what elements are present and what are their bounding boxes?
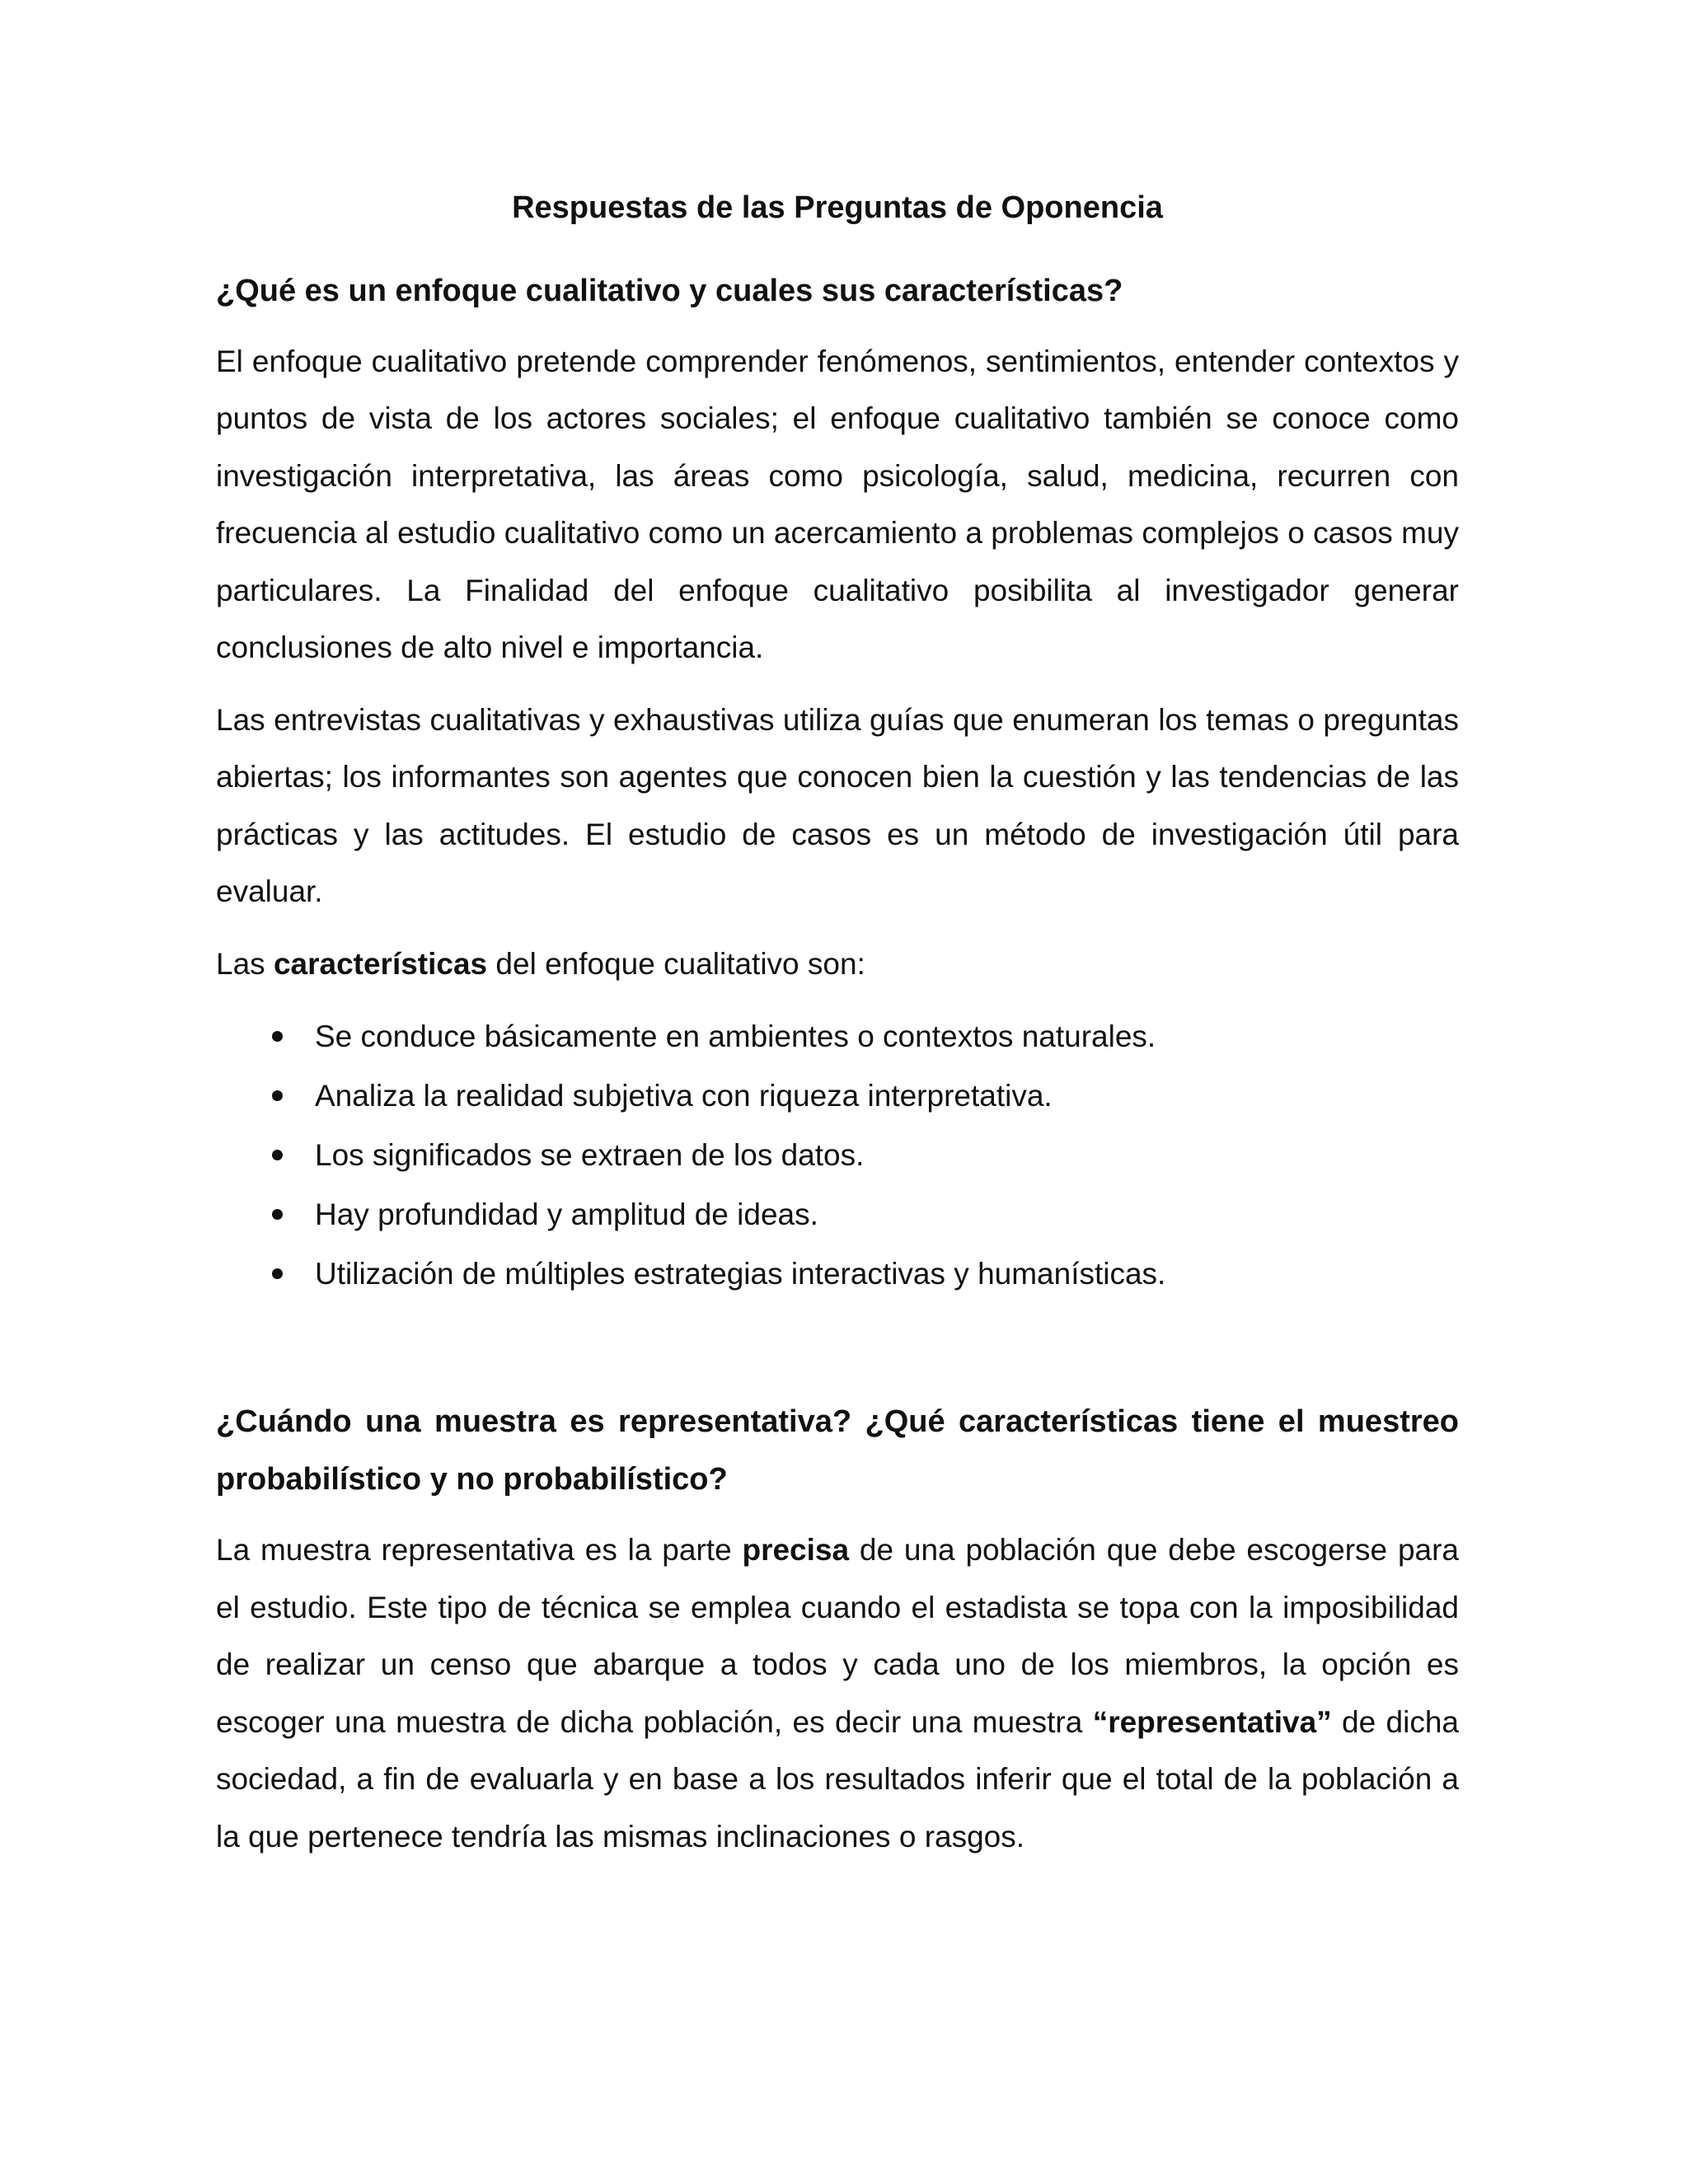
section-spacer xyxy=(216,1304,1459,1393)
sample-text-part2: de una población que debe escogerse para el estudio. Este tipo de técnica se emplea cuando el estadista se topa con la imposibilidad de realizar un censo que abarque a todos y cada uno de los miembros, la opción es escoger una muestra de dicha población, es decir una muestra xyxy=(216,1533,1459,1739)
list-item-text: Analiza la realidad subjetiva con riqueza interpretativa. xyxy=(315,1079,1053,1113)
characteristics-list xyxy=(216,1007,1459,1304)
bullet-icon xyxy=(272,1209,283,1220)
list-item xyxy=(216,1126,1459,1185)
characteristics-intro-before: Las xyxy=(216,946,274,981)
bullet-icon xyxy=(272,1090,283,1101)
characteristics-intro-bold: características xyxy=(273,946,488,981)
bullet-icon xyxy=(272,1150,283,1160)
sample-text-bold-representativa: “representativa” xyxy=(1092,1704,1332,1739)
list-item-text: Se conduce básicamente en ambientes o contextos naturales. xyxy=(315,1019,1156,1054)
sample-text-part1: La muestra representativa es la parte xyxy=(216,1533,743,1568)
sample-text-bold-precisa: precisa xyxy=(742,1533,850,1568)
document-title: Respuestas de las Preguntas de Oponencia xyxy=(512,190,1163,225)
characteristics-intro-after: del enfoque cualitativo son: xyxy=(487,946,865,981)
paragraph-characteristics-intro xyxy=(216,935,1459,993)
paragraph-representative-sample xyxy=(216,1521,1459,1865)
list-item-text: Hay profundidad y amplitud de ideas. xyxy=(315,1197,818,1232)
paragraph-qualitative-definition: El enfoque cualitativo pretende comprender fenómenos, sentimientos, entender contextos y puntos de vista de los actores sociales; el enfoque cualitativo también se conoce como investigación interpretativa, las áreas como psicología, salud, medicina, recurren con frecuencia al estudio cualitativo como un acercamiento a problemas complejos o casos muy particulares. La Finalidad del enfoque cualitativo posibilita al investigador generar conclusiones de alto nivel e importancia. xyxy=(216,344,1459,665)
list-item xyxy=(216,1185,1459,1244)
bullet-icon xyxy=(272,1268,283,1279)
list-item-text: Utilización de múltiples estrategias interactivas y humanísticas. xyxy=(315,1257,1166,1291)
document-page xyxy=(216,190,1459,1880)
list-item-text: Los significados se extraen de los datos. xyxy=(315,1138,865,1173)
question-representative-sample: ¿Cuándo una muestra es representativa? ¿Qué características tiene el muestreo probabilístico y no probabilístico? xyxy=(216,1404,1459,1497)
sample-text-part3: de dicha sociedad, a fin de evaluarla y en base a los resultados inferir que el total de la población a la que pertenece tendría las mismas inclinaciones o rasgos. xyxy=(216,1704,1460,1854)
bullet-icon xyxy=(272,1031,283,1042)
question-qualitative-approach: ¿Qué es un enfoque cualitativo y cuales sus características? xyxy=(216,273,1123,308)
list-item xyxy=(216,1244,1459,1304)
list-item xyxy=(216,1066,1459,1126)
paragraph-qualitative-interviews: Las entrevistas cualitativas y exhaustivas utiliza guías que enumeran los temas o preguntas abiertas; los informantes son agentes que conocen bien la cuestión y las tendencias de las prácticas y las actitudes. El estudio de casos es un método de investigación útil para evaluar. xyxy=(216,702,1459,909)
list-item xyxy=(216,1007,1459,1066)
